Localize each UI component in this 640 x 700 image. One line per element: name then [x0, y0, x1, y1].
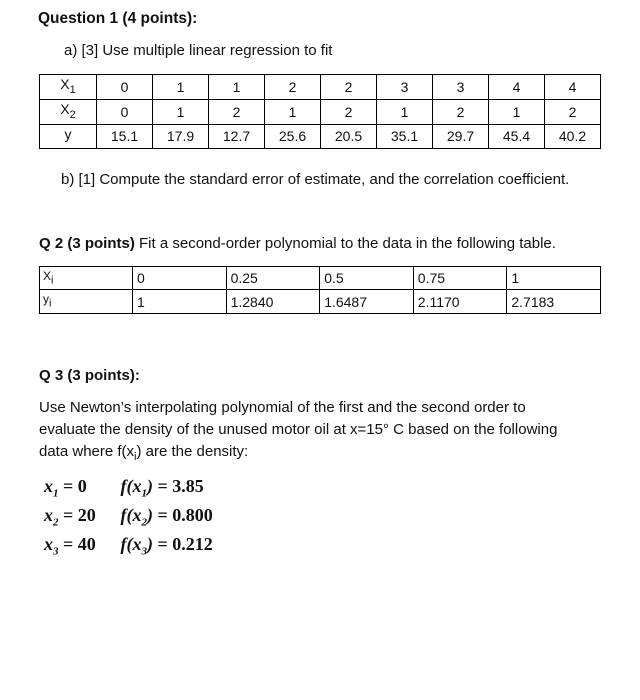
row-label: $X_i$: [40, 267, 133, 290]
table-cell: 1: [153, 75, 209, 100]
table-cell: 3: [377, 75, 433, 100]
row-label: $X_2$: [40, 99, 97, 124]
table-cell: 0: [97, 99, 153, 124]
table-cell: 0: [97, 75, 153, 100]
table-cell: 40.2: [545, 124, 601, 149]
table-cell: 4: [489, 75, 545, 100]
table-cell: 3: [433, 75, 489, 100]
table-cell: 4: [545, 75, 601, 100]
table-cell: 0.75: [413, 267, 507, 290]
table-cell: 35.1: [377, 124, 433, 149]
data-equations: [44, 472, 213, 559]
question-1-part-b: b) [1] Compute the standard error of estimate, and the correlation coefficient.: [61, 171, 570, 188]
table-cell: 1: [209, 75, 265, 100]
table-cell: 1.2840: [226, 290, 320, 313]
table-cell: 12.7: [209, 124, 265, 149]
equation-row: $x_1 = 0$ $f(x_1) = 3.85$: [44, 476, 204, 500]
table-cell: 1: [377, 99, 433, 124]
table-cell: 15.1: [97, 124, 153, 149]
table-row: [40, 267, 601, 290]
table-cell: 2: [321, 75, 377, 100]
row-label: y: [40, 124, 97, 149]
table-cell: 2: [545, 99, 601, 124]
table-cell: 25.6: [265, 124, 321, 149]
table-cell: 1: [489, 99, 545, 124]
table-row: [40, 290, 601, 313]
table-cell: 1: [507, 267, 601, 290]
table-cell: 17.9: [153, 124, 209, 149]
table-cell: 2: [265, 75, 321, 100]
table-cell: 2: [321, 99, 377, 124]
question-3-text: Use Newton’s interpolating polynomial of the first and the second order to evaluate the density of the unused motor oil at x=15° C based on the following data where $f(x_i)$ are the density:: [39, 399, 558, 463]
table-cell: 29.7: [433, 124, 489, 149]
equation-row: $x_2 = 20$ $f(x_2) = 0.800$: [44, 505, 213, 529]
table-cell: 1: [265, 99, 321, 124]
table-row: [40, 124, 601, 149]
table-cell: 2.7183: [507, 290, 601, 313]
question-1-title: Question 1 (4 points):: [38, 10, 198, 27]
table-cell: 1: [153, 99, 209, 124]
table-cell: 2: [209, 99, 265, 124]
table-row: [40, 75, 601, 100]
table-cell: 2: [433, 99, 489, 124]
equation-row: $x_3 = 40$ $f(x_3) = 0.212$: [44, 534, 213, 558]
polynomial-data-table: [39, 266, 601, 314]
table-cell: 20.5: [321, 124, 377, 149]
table-cell: 0.25: [226, 267, 320, 290]
table-cell: 45.4: [489, 124, 545, 149]
question-3-title: Q 3 (3 points):: [39, 367, 140, 384]
table-cell: 0: [133, 267, 227, 290]
table-cell: 0.5: [320, 267, 414, 290]
table-row: [40, 99, 601, 124]
question-1-part-a: a) [3] Use multiple linear regression to fit: [64, 42, 333, 59]
row-label: $y_i$: [40, 290, 133, 313]
table-cell: 1.6487: [320, 290, 414, 313]
table-cell: 1: [133, 290, 227, 313]
row-label: $X_1$: [40, 75, 97, 100]
question-2-title: Q 2 (3 points) Fit a second-order polynomial to the data in the following table.: [39, 235, 556, 252]
regression-data-table: [39, 74, 601, 149]
table-cell: 2.1170: [413, 290, 507, 313]
